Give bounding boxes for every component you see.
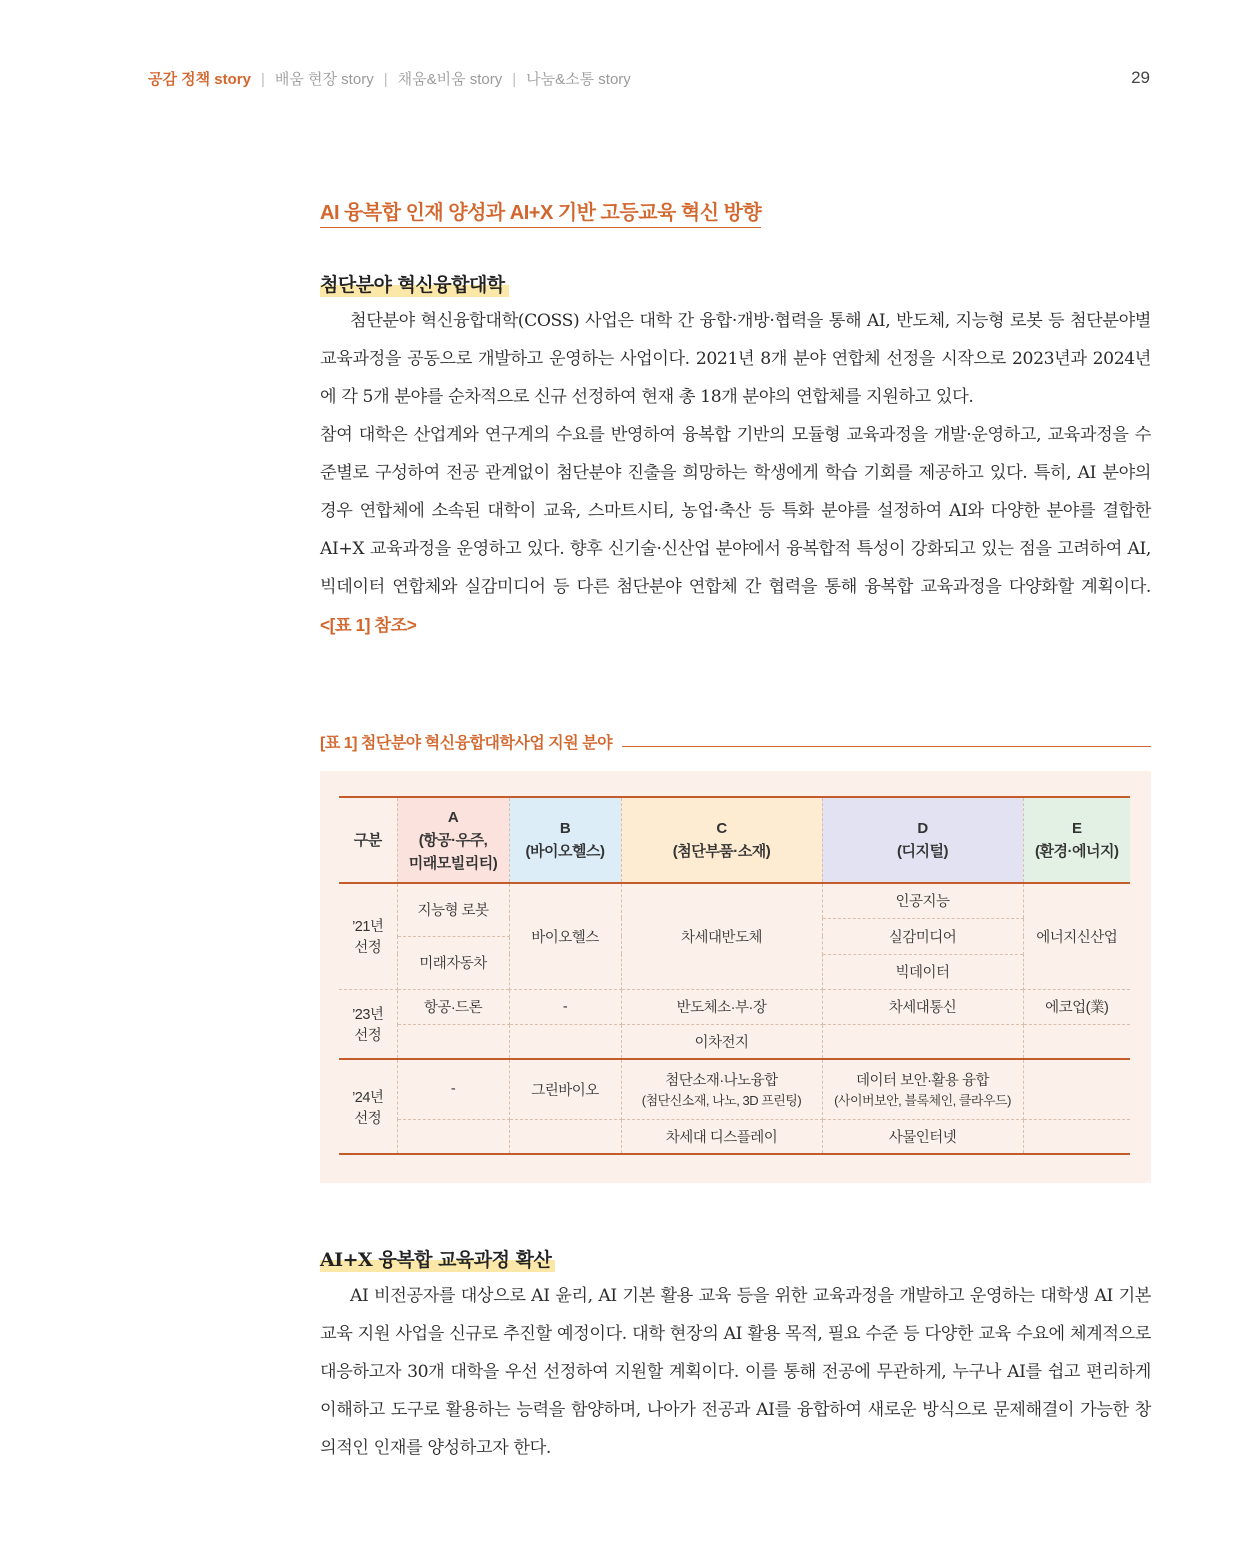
table-cell (1023, 1024, 1130, 1059)
row-label-2023 (339, 989, 397, 1059)
paragraph-text: 참여 대학은 산업계와 연구계의 수요를 반영하여 융복합 기반의 모듈형 교육과정을 개발·운영하고, 교육과정을 수준별로 구성하여 전공 관계없이 첨단분야 진출을 희망하는 학생에게 학습 기회를 제공하고 있다. 특히, AI 분야의 경우 연합체에 소속된 대학이 교육, 스마트시티, 농업·축산 등 특화 분야를 설정하여 AI와 다양한 분야를 결합한 AI+X 교육과정을 운영하고 있다. 향후 신기술·신산업 분야에서 융복합적 특성이 강화되고 있는 점을 고려하여 AI, 빅데이터 연합체와 실감미디어 등 다른 첨단분야 연합체 간 협력을 통해 융복합 교육과정을 다양화할 계획이다. (320, 425, 1151, 597)
section-body-coss (320, 302, 1151, 645)
header-col-e (1023, 797, 1130, 883)
table-cell: 이차전지 (621, 1024, 822, 1059)
year-label: 선정 (354, 1110, 382, 1127)
year-label: 선정 (354, 940, 382, 957)
table-cell: 지능형 로봇 (397, 883, 509, 936)
table-cell: 바이오헬스 (509, 883, 621, 989)
col-code: E (1071, 820, 1082, 837)
header-col-a (397, 797, 509, 883)
table-cell: - (509, 989, 621, 1024)
table-row (339, 1059, 1130, 1119)
row-label-2024 (339, 1059, 397, 1154)
table-cell (1023, 1059, 1130, 1119)
header-gubun: 구분 (339, 797, 397, 883)
table-cell: 사물인터넷 (822, 1119, 1023, 1154)
table-cell: 미래자동차 (397, 936, 509, 989)
col-name: (디지털) (897, 843, 948, 860)
support-fields-table (339, 796, 1130, 1155)
table-cell (1023, 1119, 1130, 1154)
col-name: (바이오헬스) (525, 843, 605, 860)
col-name: (항공·우주, (418, 831, 488, 849)
table-cell (621, 1059, 822, 1119)
table-cell: 에코업(業) (1023, 989, 1130, 1024)
header-col-d (822, 797, 1023, 883)
section-heading-aix: AI+X 융복합 교육과정 확산 (320, 1245, 555, 1272)
table-cell: - (397, 1059, 509, 1119)
table-cell (822, 1024, 1023, 1059)
table-caption (320, 730, 1151, 754)
col-code: D (917, 820, 928, 837)
year-label: 선정 (354, 1027, 382, 1044)
section-heading-coss: 첨단분야 혁신융합대학 (320, 270, 509, 297)
col-name: 미래모빌리티) (408, 854, 498, 872)
col-name: (첨단부품·소재) (672, 843, 771, 860)
table-cell: 그린바이오 (509, 1059, 621, 1119)
header-col-b (509, 797, 621, 883)
article-title: AI 융복합 인재 양성과 AI+X 기반 고등교육 혁신 방향 (320, 196, 761, 228)
table-cell: 빅데이터 (822, 954, 1023, 989)
col-code: C (716, 820, 727, 837)
paragraph (320, 416, 1151, 645)
table-cell (509, 1119, 621, 1154)
table-row (339, 989, 1130, 1024)
table-cell: 에너지신산업 (1023, 883, 1130, 989)
table-cell: 인공지능 (822, 883, 1023, 918)
table-header-row (339, 797, 1130, 883)
paragraph: AI 비전공자를 대상으로 AI 윤리, AI 기본 활용 교육 등을 위한 교육과정을 개발하고 운영하는 대학생 AI 기본교육 지원 사업을 신규로 추진할 예정이다. 대학 현장의 AI 활용 목적, 필요 수준 등 다양한 교육 수요에 체계적으로 대응하고자 30개 대학을 우선 선정하여 지원할 계획이다. 이를 통해 전공에 무관하게, 누구나 AI를 쉽고 편리하게 이해하고 도구로 활용하는 능력을 함양하며, 나아가 전공과 AI를 융합하여 새로운 방식으로 문제해결이 가능한 창의적인 인재를 양성하고자 한다. (320, 1286, 1151, 1458)
table-cell (509, 1024, 621, 1059)
cell-text: 첨단소재·나노융합 (665, 1073, 778, 1090)
col-code: A (447, 808, 459, 826)
nav-separator: | (383, 71, 388, 88)
cell-subtext: (첨단신소재, 나노, 3D 프린팅) (641, 1093, 802, 1109)
paragraph: 첨단분야 혁신융합대학(COSS) 사업은 대학 간 융합·개방·협력을 통해 AI, 반도체, 지능형 로봇 등 첨단분야별 교육과정을 공동으로 개발하고 운영하는 사업이다. 2021년 8개 분야 연합체 선정을 시작으로 2023년과 2024년에 각 5개 분야를 순차적으로 신규 선정하여 현재 총 18개 분야의 연합체를 지원하고 있다. (320, 311, 1151, 407)
year-label: ’21년 (352, 919, 384, 936)
header-col-c (621, 797, 822, 883)
table-caption-text: [표 1] 첨단분야 혁신융합대학사업 지원 분야 (320, 730, 622, 753)
section-nav (148, 68, 631, 89)
table-cell (397, 1119, 509, 1154)
table-cell: 차세대반도체 (621, 883, 822, 989)
nav-separator: | (512, 71, 517, 88)
page-number: 29 (1131, 68, 1150, 87)
table-cell: 실감미디어 (822, 918, 1023, 954)
year-label: ’24년 (352, 1089, 384, 1106)
table-row (339, 1024, 1130, 1059)
nav-item-fill-empty[interactable]: 채움&비움 story (397, 71, 503, 88)
table-cell (397, 1024, 509, 1059)
year-label: ’23년 (352, 1006, 384, 1023)
page-header (148, 68, 1150, 90)
nav-item-policy[interactable]: 공감 정책 story (148, 71, 251, 88)
nav-item-learning[interactable]: 배움 현장 story (274, 71, 374, 88)
nav-item-share[interactable]: 나눔&소통 story (526, 71, 631, 88)
cell-subtext: (사이버보안, 블록체인, 클라우드) (834, 1093, 1011, 1109)
table-row (339, 883, 1130, 918)
table-cell: 반도체소·부·장 (621, 989, 822, 1024)
table-row (339, 1119, 1130, 1154)
col-code: B (559, 820, 571, 837)
table-cell: 차세대통신 (822, 989, 1023, 1024)
table-cell (822, 1059, 1023, 1119)
row-label-2021 (339, 883, 397, 989)
table-cell: 차세대 디스플레이 (621, 1119, 822, 1154)
table-container (320, 771, 1151, 1183)
col-name: (환경·에너지) (1035, 843, 1119, 860)
section-body-aix (320, 1277, 1151, 1467)
table-reference-link[interactable]: <[표 1] 참조> (320, 615, 417, 635)
cell-text: 데이터 보안·활용 융합 (856, 1073, 989, 1090)
nav-separator: | (260, 71, 265, 88)
table-cell: 항공·드론 (397, 989, 509, 1024)
